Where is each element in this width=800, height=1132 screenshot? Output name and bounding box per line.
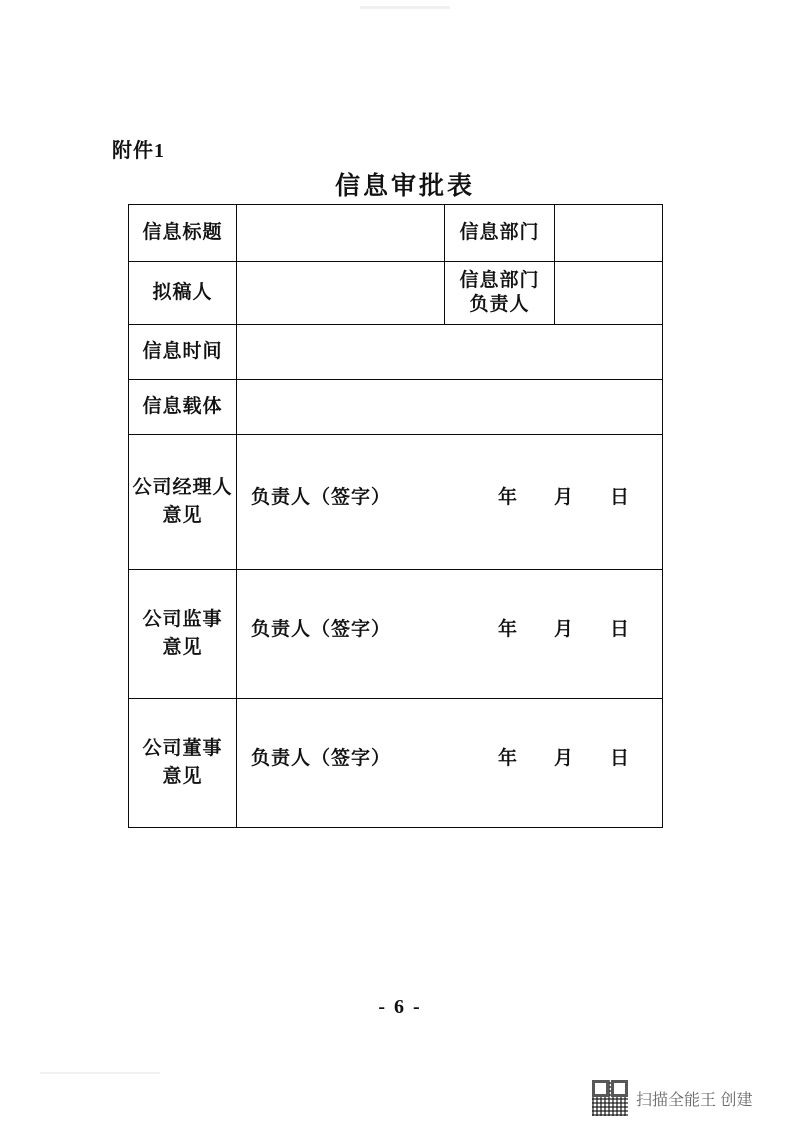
label-supervisor-opinion [129,570,237,699]
date-day-director: 日 [609,747,630,769]
table-row [129,262,663,325]
scan-artifact-bottom [40,1072,160,1074]
date-day-manager: 日 [609,486,630,508]
field-manager-opinion[interactable] [237,435,663,570]
signature-label-director: 负责人（签字） [251,747,392,769]
approval-form-table [128,204,663,828]
field-department-head[interactable] [555,262,663,325]
signature-label-supervisor: 负责人（签字） [251,618,392,640]
signature-label-manager: 负责人（签字） [251,486,392,508]
signature-row-manager [237,482,662,523]
signature-row-supervisor [237,614,662,655]
table-row [129,205,663,262]
label-supervisor-opinion-line1: 公司监事 [142,609,223,631]
date-month-supervisor: 月 [553,618,574,640]
scan-artifact-top [360,6,450,9]
field-info-title[interactable] [237,205,445,262]
label-department-head [445,262,555,325]
field-drafter[interactable] [237,262,445,325]
label-department-head-line1: 信息部门 [459,270,540,292]
date-year-director: 年 [497,747,518,769]
label-manager-opinion [129,435,237,570]
field-director-opinion[interactable] [237,699,663,828]
table-row [129,699,663,828]
page-title: 信息审批表 [334,173,475,200]
attachment-label: 附件1 [112,140,165,162]
field-info-time[interactable] [237,325,663,380]
signature-row-director [237,743,662,784]
label-info-title: 信息标题 [129,205,237,262]
label-info-carrier: 信息载体 [129,380,237,435]
date-day-supervisor: 日 [609,618,630,640]
field-supervisor-opinion[interactable] [237,570,663,699]
watermark-text: 扫描全能王 创建 [636,1091,753,1109]
date-month-director: 月 [553,747,574,769]
label-department-head-line2: 负责人 [469,294,530,315]
table-row [129,435,663,570]
field-info-carrier[interactable] [237,380,663,435]
label-director-opinion-line1: 公司董事 [142,738,223,760]
label-manager-opinion-line2: 意见 [162,505,203,526]
label-drafter: 拟稿人 [129,262,237,325]
label-director-opinion [129,699,237,828]
page-number: - 6 - [378,996,422,1018]
table-row [129,570,663,699]
date-month-manager: 月 [553,486,574,508]
field-info-department[interactable] [555,205,663,262]
label-manager-opinion-line1: 公司经理人 [132,477,233,499]
table-row [129,325,663,380]
date-year-manager: 年 [497,486,518,508]
label-director-opinion-line2: 意见 [162,766,203,787]
label-supervisor-opinion-line2: 意见 [162,637,203,658]
scanner-watermark [592,1078,788,1118]
label-info-time: 信息时间 [129,325,237,380]
date-year-supervisor: 年 [497,618,518,640]
label-info-department: 信息部门 [445,205,555,262]
qr-code-icon [592,1080,628,1116]
table-row [129,380,663,435]
